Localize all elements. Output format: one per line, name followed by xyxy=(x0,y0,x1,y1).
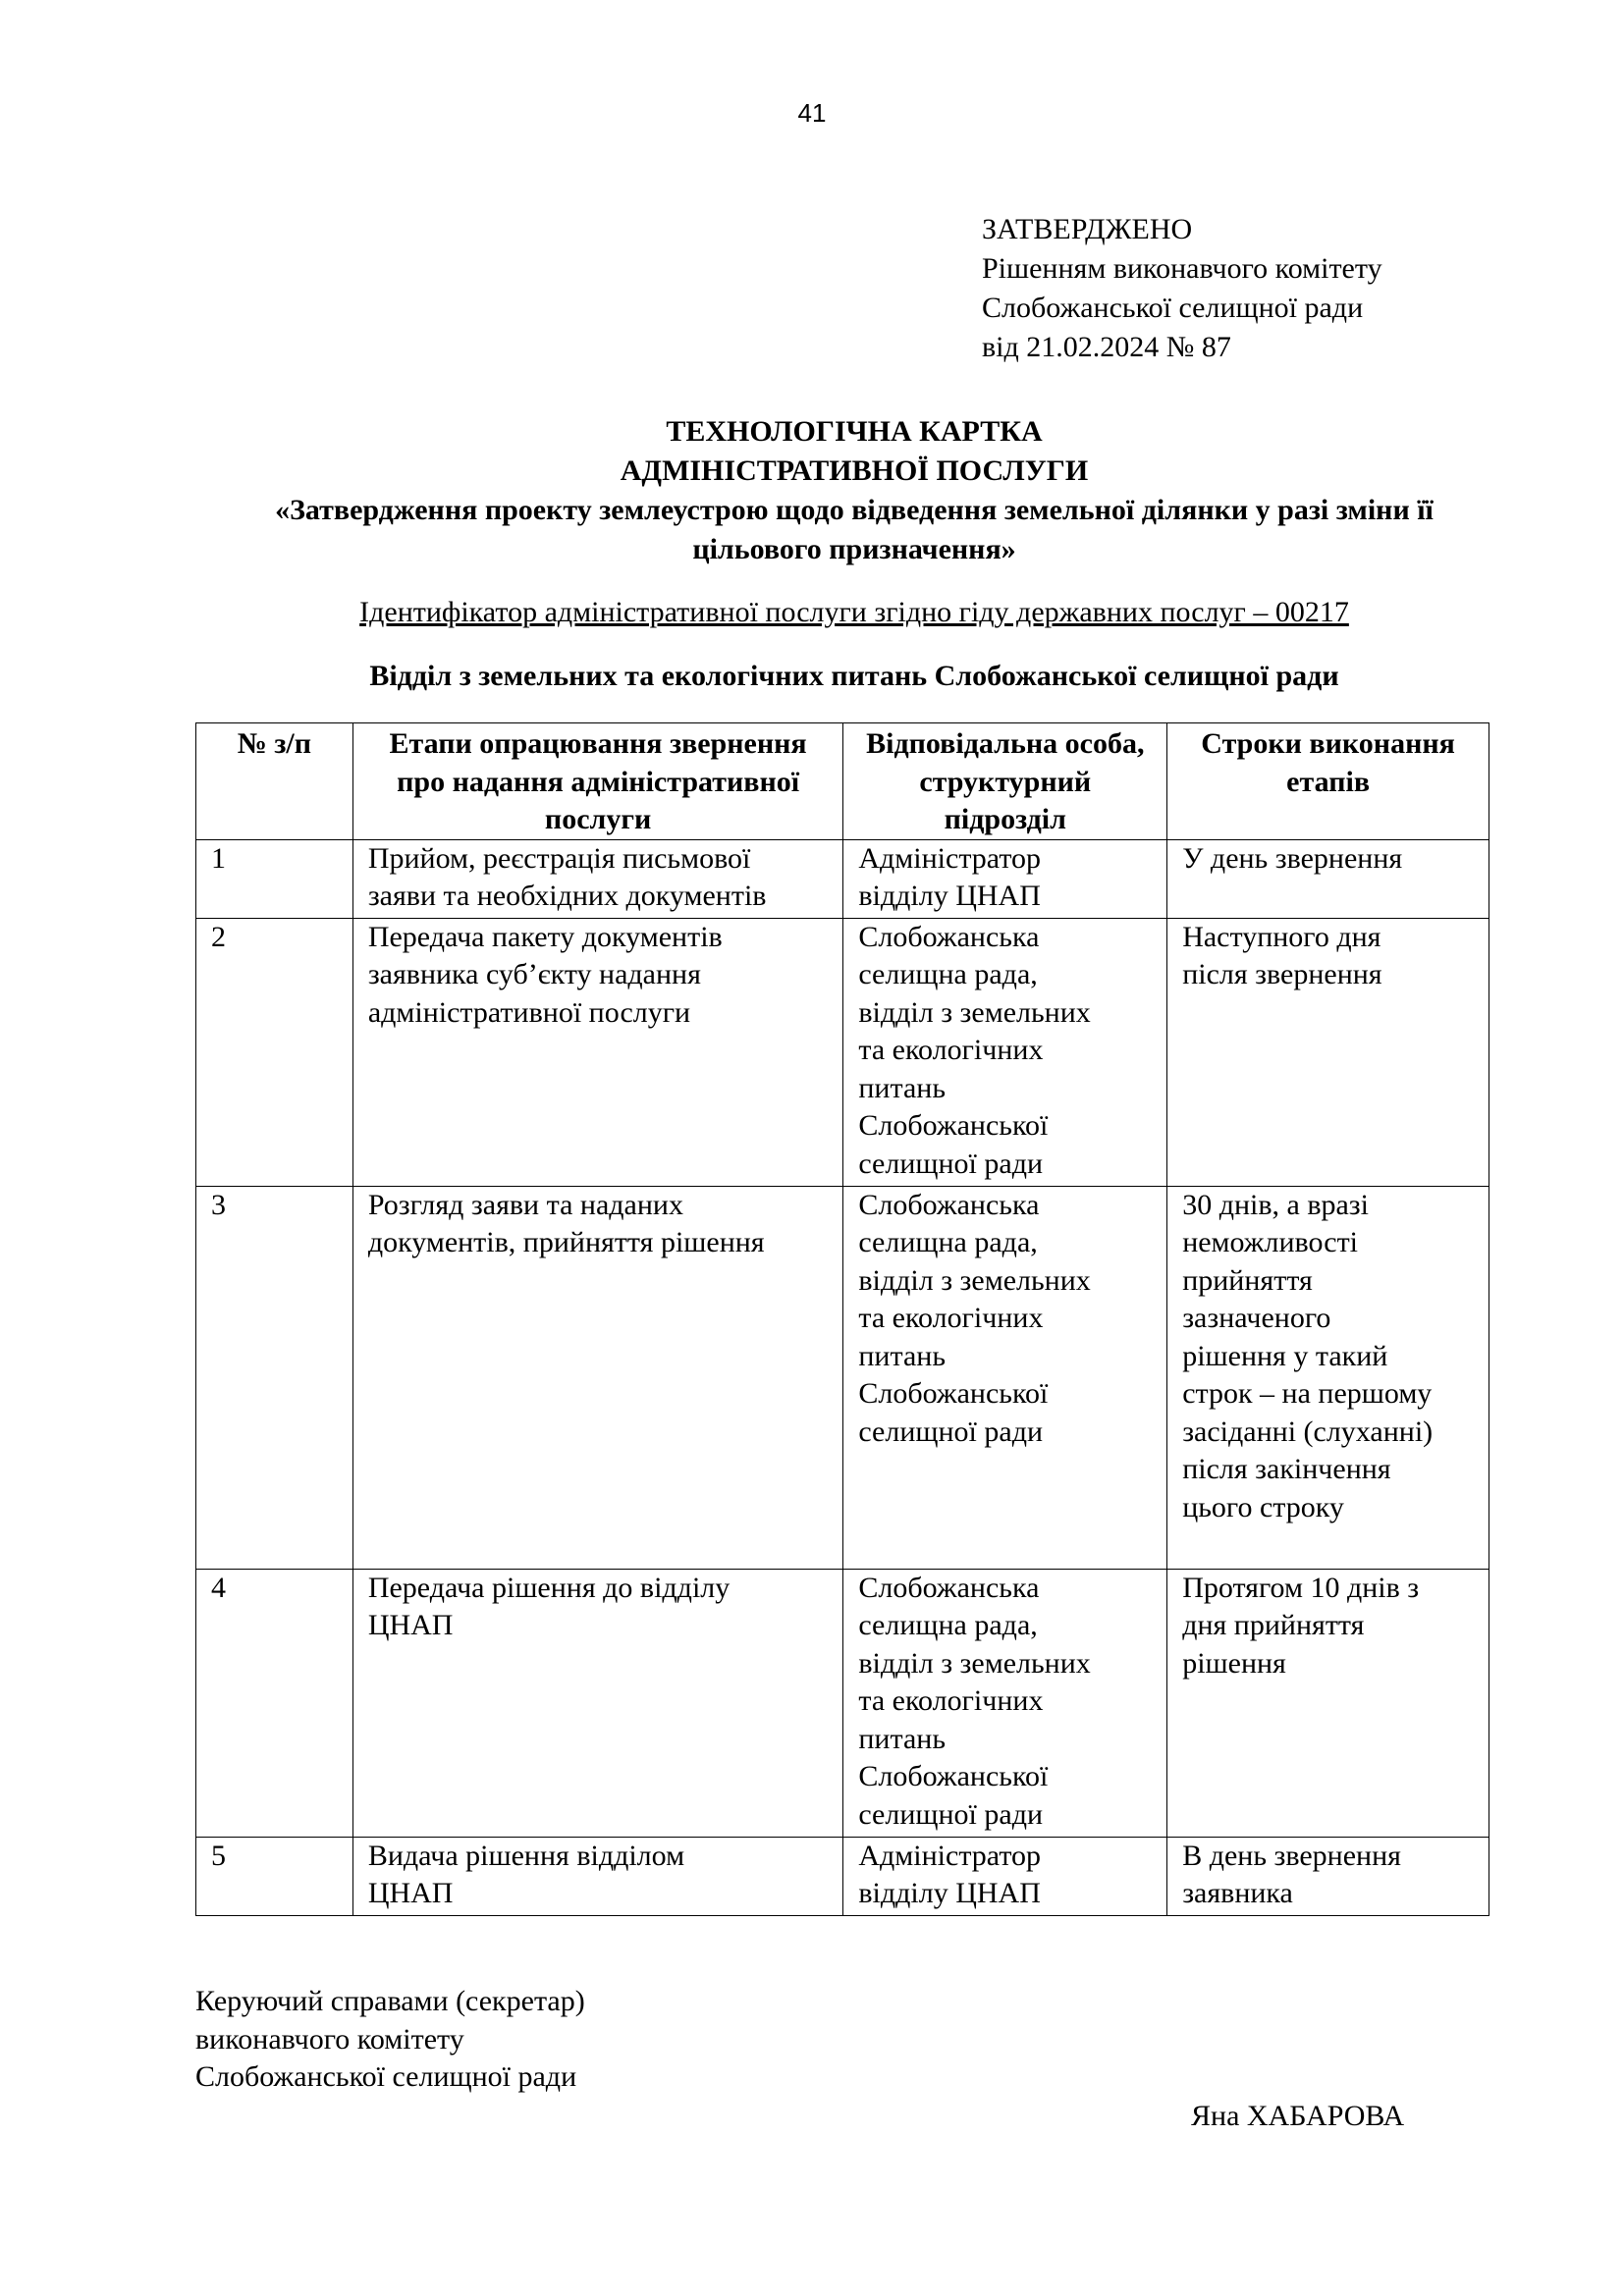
header-stage: Етапи опрацювання звернення про надання адміністративної послуги xyxy=(352,723,843,840)
cell-num: 4 xyxy=(196,1569,353,1837)
approval-line: Слобожанської селищної ради xyxy=(982,292,1364,324)
header-person: Відповідальна особа, структурний підрозділ xyxy=(843,723,1167,840)
header-term: Строки виконання етапів xyxy=(1167,723,1489,840)
cell-num: 2 xyxy=(196,918,353,1186)
cell-stage: Передача рішення до відділу ЦНАП xyxy=(352,1569,843,1837)
signatory-name: Яна ХАБАРОВА xyxy=(1191,2100,1405,2132)
cell-term: 30 днів, а вразі неможливості прийняття зазначеного рішення у такий строк – на першому засіданні (слуханні) після закінчення цього строку xyxy=(1167,1186,1489,1569)
service-identifier: Ідентифікатор адміністративної послуги згідно гіду державних послуг – 00217 xyxy=(359,596,1349,628)
cell-num: 1 xyxy=(196,839,353,918)
table-header-row xyxy=(196,723,1489,840)
document-title xyxy=(157,412,1551,569)
cell-person: Слобожанська селищна рада, відділ з земельних та екологічних питань Слобожанської селищної ради xyxy=(843,1569,1167,1837)
approval-line: ЗАТВЕРДЖЕНО xyxy=(982,213,1193,245)
signature-line: Керуючий справами (секретар) xyxy=(195,1985,585,2017)
signature-block xyxy=(195,1983,1433,2097)
cell-person: Слобожанська селищна рада, відділ з земельних та екологічних питань Слобожанської селищної ради xyxy=(843,1186,1167,1569)
table-row xyxy=(196,1837,1489,1915)
table-row xyxy=(196,839,1489,918)
stages-table xyxy=(195,722,1489,1916)
approval-stamp xyxy=(982,210,1382,367)
cell-stage: Розгляд заяви та наданих документів, прийняття рішення xyxy=(352,1186,843,1569)
cell-person: Слобожанська селищна рада, відділ з земельних та екологічних питань Слобожанської селищної ради xyxy=(843,918,1167,1186)
title-line: цільового призначення» xyxy=(692,533,1016,565)
page-number: 41 xyxy=(797,98,827,128)
cell-term: Протягом 10 днів з дня прийняття рішення xyxy=(1167,1569,1489,1837)
approval-line: від 21.02.2024 № 87 xyxy=(982,331,1231,363)
cell-term: Наступного дня після звернення xyxy=(1167,918,1489,1186)
cell-stage: Видача рішення відділом ЦНАП xyxy=(352,1837,843,1915)
department-heading: Відділ з земельних та екологічних питань Слобожанської селищної ради xyxy=(369,660,1339,692)
table-row xyxy=(196,1186,1489,1569)
cell-term: У день звернення xyxy=(1167,839,1489,918)
title-line: ТЕХНОЛОГІЧНА КАРТКА xyxy=(666,415,1043,448)
approval-line: Рішенням виконавчого комітету xyxy=(982,252,1382,285)
cell-num: 3 xyxy=(196,1186,353,1569)
table-row xyxy=(196,1569,1489,1837)
signature-line: Слобожанської селищної ради xyxy=(195,2060,577,2093)
cell-num: 5 xyxy=(196,1837,353,1915)
title-line: АДМІНІСТРАТИВНОЇ ПОСЛУГИ xyxy=(620,454,1089,487)
cell-term: В день звернення заявника xyxy=(1167,1837,1489,1915)
cell-person: Адміністратор відділу ЦНАП xyxy=(843,839,1167,918)
title-line: «Затвердження проекту землеустрою щодо відведення земельної ділянки у разі зміни її xyxy=(275,494,1434,526)
cell-person: Адміністратор відділу ЦНАП xyxy=(843,1837,1167,1915)
header-num: № з/п xyxy=(196,723,353,840)
cell-stage: Прийом, реєстрація письмової заяви та необхідних документів xyxy=(352,839,843,918)
signature-line: виконавчого комітету xyxy=(195,2022,464,2056)
cell-stage: Передача пакету документів заявника суб’єкту надання адміністративної послуги xyxy=(352,918,843,1186)
table-row xyxy=(196,918,1489,1186)
